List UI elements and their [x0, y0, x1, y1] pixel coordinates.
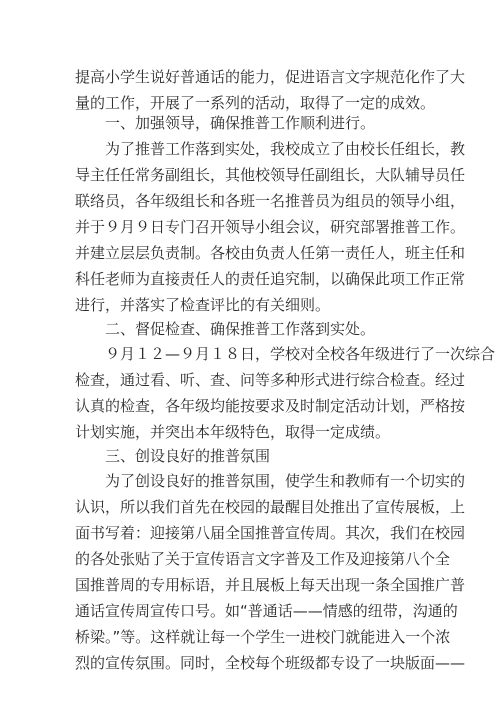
text-line-18: 认识，所以我们首先在校园的最醒目处推出了宣传展板，上 — [75, 498, 466, 516]
text-line-22: 通话宣传周宣传口号。如“普通话——情感的纽带，沟通的 — [75, 602, 458, 620]
section-heading-2: 二、督促检查、确保推普工作落到实处。 — [105, 320, 376, 338]
section-heading-3: 三、创设良好的推普氛围 — [105, 447, 271, 465]
text-line-6: 联络员，各年级组长和各班一名推普员为组员的领导小组， — [75, 192, 466, 210]
text-line-1: 提高小学生说好普通话的能力，促进语言文字规范化作了大 — [75, 68, 466, 86]
text-line-2: 量的工作，开展了一系列的活动，取得了一定的成效。 — [75, 94, 436, 112]
text-line-19: 面书写着：迎接第八届全国推普宣传周。其次，我们在校园 — [75, 524, 466, 542]
text-line-14: 认真的检查，各年级均能按要求及时制定活动计划，严格按 — [75, 397, 466, 415]
text-line-9: 科任老师为直接责任人的责任追究制，以确保此项工作正常 — [75, 270, 466, 288]
text-line-10: 进行，并落实了检查评比的有关细则。 — [75, 296, 331, 314]
text-line-20: 的各处张贴了关于宣传语言文字普及工作及迎接第八个全 — [75, 550, 451, 568]
text-line-7: 并于９月９日专门召开领导小组会议，研究部署推普工作。 — [75, 218, 466, 236]
text-line-5: 导主任任常务副组长，其他校领导任副组长，大队辅导员任 — [75, 166, 466, 184]
text-line-8: 并建立层层负责制。各校由负责人任第一责任人，班主任和 — [75, 244, 466, 262]
text-line-12: ９月１２—９月１８日，学校对全校各年级进行了一次综合 — [105, 345, 496, 363]
text-line-13: 检查，通过看、听、查、问等多种形式进行综合检查。经过 — [75, 371, 466, 389]
text-line-21: 国推普周的专用标语，并且展板上每天出现一条全国推广普 — [75, 576, 466, 594]
text-line-17: 为了创设良好的推普氛围，使学生和教师有一个切实的 — [105, 472, 466, 490]
text-line-24: 烈的宣传氛围。同时，全校每个班级都专设了一块版面—— — [75, 654, 466, 672]
text-line-23: 桥梁。”等。这样就让每一个学生一进校门就能进入一个浓 — [75, 628, 451, 646]
section-heading-1: 一、加强领导，确保推普工作顺利进行。 — [105, 114, 376, 132]
text-line-15: 计划实施，并突出本年级特色，取得一定成绩。 — [75, 423, 391, 441]
text-line-4: 为了推普工作落到实处，我校成立了由校长任组长，教 — [105, 140, 466, 158]
